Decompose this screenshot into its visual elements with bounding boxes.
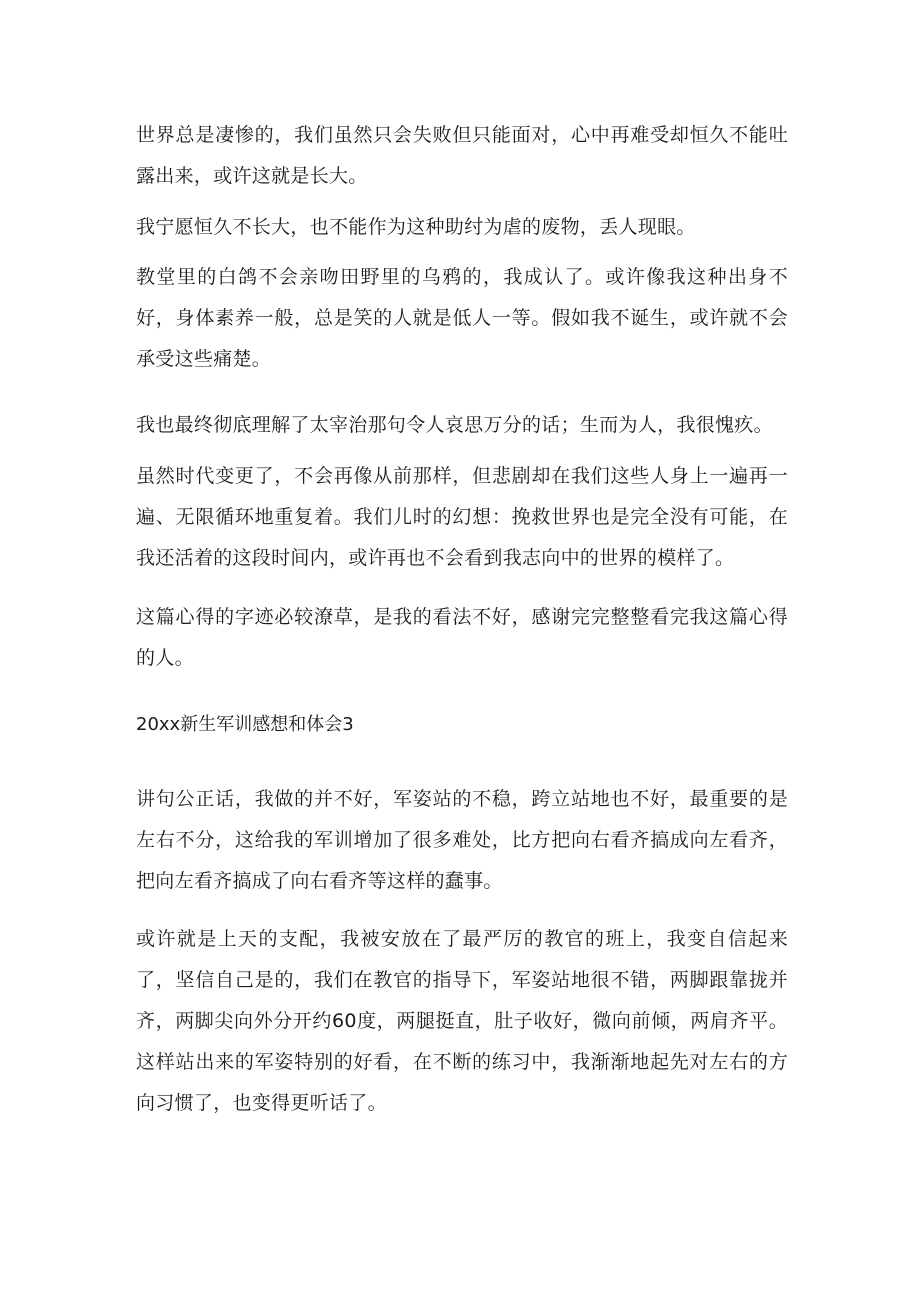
- paragraph-3: 教堂里的白鸽不会亲吻田野里的乌鸦的，我成认了。或许像我这种出身不好，身体素养一般，总是笑的人就是低人一等。假如我不诞生，或许就不会承受这些痛楚。: [136, 266, 788, 370]
- paragraph-7: 讲句公正话，我做的并不好，军姿站的不稳，跨立站地也不好，最重要的是左右不分，这给我的军训增加了很多难处，比方把向右看齐搞成向左看齐，把向左看齐搞成了向右看齐等这样的蠢事。: [136, 788, 788, 892]
- paragraph-5: 虽然时代变更了，不会再像从前那样，但悲剧却在我们这些人身上一遍再一遍、无限循环地重复着。我们儿时的幻想：挽救世界也是完全没有可能，在我还活着的这段时间内，或许再也不会看到我志向中的世界的模样了。: [136, 465, 788, 569]
- paragraph-6: 这篇心得的字迹必较潦草，是我的看法不好，感谢完完整整看完我这篇心得的人。: [136, 606, 788, 669]
- paragraph-8: 或许就是上天的支配，我被安放在了最严厉的教官的班上，我变自信起来了，坚信自己是的，我们在教官的指导下，军姿站地很不错，两脚跟靠拢并齐，两脚尖向外分开约60度，两腿挺直，肚子收好，微向前倾，两肩齐平。这样站出来的军姿特别的好看，在不断的练习中，我渐渐地起先对左右的方向习惯了，也变得更听话了。: [136, 928, 788, 1114]
- paragraph-2: 我宁愿恒久不长大，也不能作为这种助纣为虐的废物，丢人现眼。: [136, 216, 696, 238]
- section-heading: 20xx新生军训感想和体会3: [136, 714, 354, 735]
- paragraph-1: 世界总是凄惨的，我们虽然只会失败但只能面对，心中再难受却恒久不能吐露出来，或许这就是长大。: [136, 124, 788, 187]
- paragraph-4: 我也最终彻底理解了太宰治那句令人哀思万分的话；生而为人，我很愧疚。: [136, 414, 773, 436]
